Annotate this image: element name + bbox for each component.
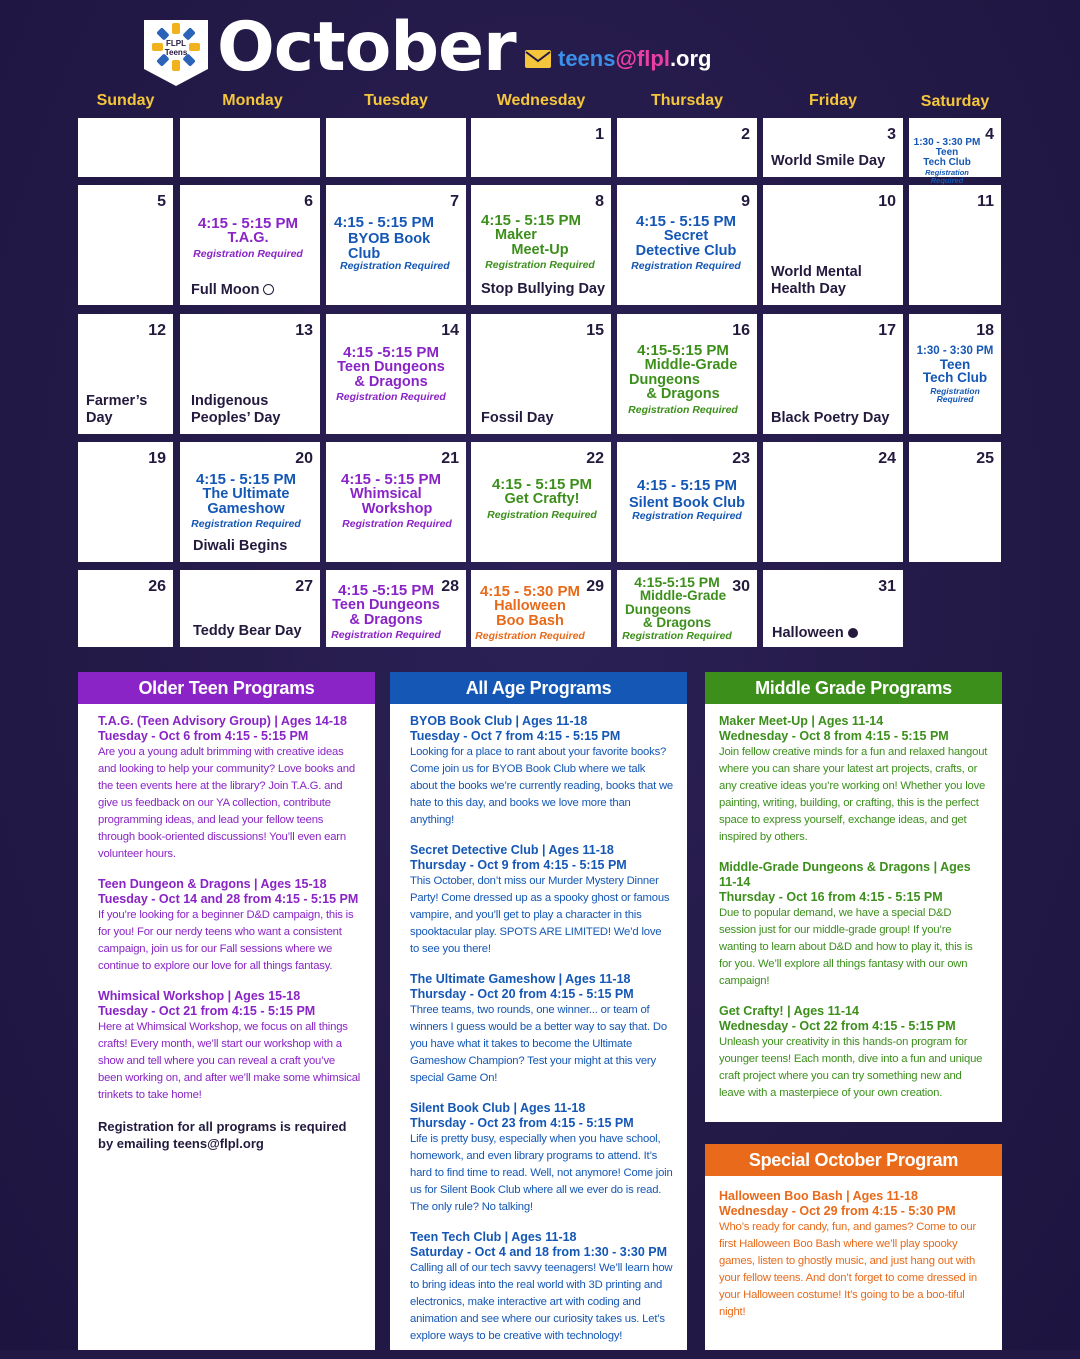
program-item: BYOB Book Club | Ages 11-18 Tuesday - Oct 7 from 4:15 - 5:15 PM Looking for a place to rant about your favorite books? Come join us for BYOB Book Club where we talk about the books we’re currently reading, books that we hate to this day, and books we love more than anything! xyxy=(410,714,673,826)
event-time: 1:30 - 3:30 PM xyxy=(916,345,994,357)
calendar-day-27[interactable] xyxy=(180,570,320,647)
calendar-day-29[interactable] xyxy=(471,570,611,647)
event-time: 4:15 -5:15 PM xyxy=(338,582,434,599)
event-byob-book-club[interactable] xyxy=(330,215,462,272)
holiday-label: Indigenous Peoples’ Day xyxy=(191,393,281,426)
holiday-label: Diwali Begins xyxy=(193,538,288,554)
month-title: October xyxy=(217,8,516,87)
holiday-label: Fossil Day xyxy=(481,410,554,426)
event-title: Workshop xyxy=(361,500,433,517)
day-number: 15 xyxy=(586,322,604,339)
day-number: 18 xyxy=(976,322,994,339)
holiday-label: Teddy Bear Day xyxy=(193,623,302,639)
holiday-label: Black Poetry Day xyxy=(771,410,890,426)
event-title: Whimsical xyxy=(350,486,422,502)
event-title: & Dragons xyxy=(354,373,428,390)
calendar-day-17[interactable] xyxy=(763,314,903,434)
day-number: 9 xyxy=(741,193,750,210)
pumpkin-icon xyxy=(848,628,858,638)
calendar-day-25[interactable] xyxy=(909,442,1001,562)
day-number: 12 xyxy=(148,322,166,339)
event-title: Teen xyxy=(939,356,971,372)
event-title: Teen xyxy=(935,147,959,158)
event-title: Teen Dungeons xyxy=(337,359,445,375)
calendar-day-16[interactable] xyxy=(617,314,757,434)
event-time: 4:15 - 5:15 PM xyxy=(636,477,738,494)
event-title: The Ultimate xyxy=(202,486,290,502)
calendar-day-31[interactable] xyxy=(763,570,903,647)
event-title: & Dragons xyxy=(349,611,423,628)
program-list xyxy=(98,714,361,1152)
calendar-day-12[interactable] xyxy=(78,314,173,434)
calendar-day-1[interactable] xyxy=(471,118,611,177)
holiday-label: Farmer’s Day xyxy=(86,393,148,426)
event-time: 1:30 - 3:30 PM xyxy=(913,137,981,148)
weekday-thursday: Thursday xyxy=(650,92,723,109)
day-number: 25 xyxy=(976,450,994,467)
calendar-day-26[interactable] xyxy=(78,570,173,647)
event-title: Detective Club xyxy=(635,242,737,259)
event-halloween-boo-bash[interactable] xyxy=(473,584,587,642)
event-title: Teen Dungeons xyxy=(332,597,440,613)
event-title: Boo Bash xyxy=(496,612,564,629)
calendar-day-10[interactable] xyxy=(763,185,903,305)
event-tag[interactable] xyxy=(184,216,312,259)
program-item: Maker Meet-Up | Ages 11-14 Wednesday - Oct 8 from 4:15 - 5:15 PM Join fellow creative minds for a fun and relaxed hangout where you can share your latest art projects, crafts, or any creative ideas you’re working on! Whether you love painting, writing, building, or crafting, this is the perfect space to express yourself, exchange ideas, and get inspired by others. xyxy=(719,714,988,843)
event-time: 4:15 - 5:15 PM xyxy=(341,471,442,488)
event-registration: Registration Required xyxy=(628,403,738,416)
event-title: T.A.G. xyxy=(227,230,269,246)
calendar-day-3[interactable] xyxy=(763,118,903,177)
email-domain: @flpl xyxy=(615,46,670,71)
moon-icon xyxy=(263,284,274,295)
event-registration: Registration Required xyxy=(340,260,450,272)
program-list xyxy=(719,714,988,1116)
day-number: 10 xyxy=(878,193,896,210)
program-item: T.A.G. (Teen Advisory Group) | Ages 14-18 Tuesday - Oct 6 from 4:15 - 5:15 PM Are you a young adult brimming with creative ideas and looking to help your community? Love books and the teen events here at the library? Join T.A.G. and give us feedback on our YA collection, contribute programming ideas, and lead your fellow teens through book-oriented discussions! You’ll even earn volunteer hours. xyxy=(98,714,355,860)
program-item: The Ultimate Gameshow | Ages 11-18 Thursday - Oct 20 from 4:15 - 5:15 PM Three teams, two rounds, one winner... or team of winners I guess would be a better way to say that. Do you have what it takes to become the Ultimate Gameshow Champion? Test your might at this very special Game On! xyxy=(410,972,667,1084)
envelope-icon xyxy=(524,48,552,70)
weekday-sunday: Sunday xyxy=(96,92,155,109)
day-number: 31 xyxy=(878,578,896,595)
day-number: 13 xyxy=(295,322,313,339)
event-get-crafty[interactable] xyxy=(475,477,609,520)
calendar-day-4[interactable] xyxy=(909,118,1001,185)
event-time: 4:15 -5:15 PM xyxy=(343,344,439,361)
holiday-label: World Mental Health Day xyxy=(771,264,862,297)
event-registration: Registration Required xyxy=(191,518,301,530)
panel-title: Older Teen Programs xyxy=(78,672,375,704)
day-number: 1 xyxy=(595,126,604,143)
day-number: 4 xyxy=(985,126,994,143)
event-teen-tech-club[interactable] xyxy=(911,346,999,404)
event-registration: Registration Required xyxy=(925,168,969,185)
event-registration: Registration Required xyxy=(475,630,585,642)
calendar-day-2[interactable] xyxy=(617,118,757,177)
calendar-day-22[interactable] xyxy=(471,442,611,562)
event-title: Dungeons xyxy=(625,601,691,617)
event-teen-dungeons-dragons[interactable] xyxy=(330,345,452,403)
day-number: 8 xyxy=(595,193,604,210)
day-number: 22 xyxy=(586,450,604,467)
event-time: 4:15 - 5:15 PM xyxy=(481,212,582,229)
program-item: Halloween Boo Bash | Ages 11-18 Wednesday - Oct 29 from 4:15 - 5:30 PM Who’s ready for candy, fun, and games? Come to our first Halloween Boo Bash where we’ll play spooky games, listen to ghostly music, and just hang out with your fellow teens. And don’t forget to come dressed in your Halloween costume! It’s going to be a boo-tiful night! xyxy=(719,1189,977,1318)
event-teen-tech-club[interactable] xyxy=(913,138,981,184)
event-time: 4:15 - 5:15 PM xyxy=(195,471,297,488)
event-registration: Registration Required xyxy=(632,509,742,522)
program-item: Middle-Grade Dungeons & Dragons | Ages 11-14 Thursday - Oct 16 from 4:15 - 5:15 PM Due to popular demand, we have a special D&D session just for our middle-grade group! If you’re wanting to learn about D&D and how to play it, this is for you. We’ll explore all things fantasy with our own campaign! xyxy=(719,860,973,987)
event-registration: Registration Required xyxy=(331,629,441,641)
event-title: Dungeons xyxy=(629,371,700,388)
program-item: Teen Dungeon & Dragons | Ages 15-18 Tuesday - Oct 14 and 28 from 4:15 - 5:15 PM If you’re looking for a beginner D&D campaign, this is for you! For our nerdy teens who want a consistent campaign, join us for our Fall sessions where we continue to explore our love for all things fantasy. xyxy=(98,877,359,972)
holiday-label: World Smile Day xyxy=(771,153,886,169)
calendar-day-13[interactable] xyxy=(180,314,320,434)
calendar-day-28[interactable] xyxy=(326,570,466,647)
weekday-monday: Monday xyxy=(222,92,283,109)
calendar-day-14[interactable] xyxy=(326,314,466,434)
logo-text-top: FLPL xyxy=(166,39,186,48)
panel-title: All Age Programs xyxy=(390,672,687,704)
special-october-program-panel xyxy=(705,1144,1002,1350)
program-list xyxy=(410,714,673,1359)
event-title: Gameshow xyxy=(207,500,285,517)
event-registration: Registration Required xyxy=(342,518,452,530)
event-title: Tech Club xyxy=(923,157,971,168)
program-item: Whimsical Workshop | Ages 15-18 Tuesday - Oct 21 from 4:15 - 5:15 PM Here at Whimsical Workshop, we focus on all things crafts! Every month, we’ll start our workshop with a show and tell where you can reveal a craft you’ve been working on, and after we’ll make some whimsical trinkets to take home! xyxy=(98,989,361,1101)
calendar-day-15[interactable] xyxy=(471,314,611,434)
event-teen-dungeons-dragons[interactable] xyxy=(330,583,442,641)
day-number: 2 xyxy=(741,126,750,143)
day-number: 7 xyxy=(450,193,459,210)
event-time: 4:15 - 5:15 PM xyxy=(197,215,299,232)
calendar-day-18[interactable] xyxy=(909,314,1001,434)
event-time: 4:15-5:15 PM xyxy=(634,574,720,590)
event-title: Silent Book Club xyxy=(629,495,745,511)
calendar-day-11[interactable] xyxy=(909,185,1001,305)
email-tld: .org xyxy=(669,46,712,71)
event-title: BYOB Book Club xyxy=(348,231,431,262)
day-number: 29 xyxy=(586,578,604,595)
program-item: Silent Book Club | Ages 11-18 Thursday - Oct 23 from 4:15 - 5:15 PM Life is pretty busy, especially when you have school, homework, and even library programs to attend. It’s hard to find time to read. Well, not anymore! Come join us for Silent Book Club where all we ever do is read. The only rule? No talking! xyxy=(410,1101,673,1213)
day-number: 14 xyxy=(441,322,459,339)
all-age-programs-panel xyxy=(390,672,687,1350)
event-title: Halloween xyxy=(494,598,566,614)
event-registration: Registration Required xyxy=(622,629,732,642)
day-number: 16 xyxy=(732,322,750,339)
event-ultimate-gameshow[interactable] xyxy=(184,472,308,530)
panel-title: Special October Program xyxy=(705,1144,1002,1176)
calendar-day-5[interactable] xyxy=(78,185,173,305)
calendar-day-21[interactable] xyxy=(326,442,466,562)
program-item: Secret Detective Club | Ages 11-18 Thursday - Oct 9 from 4:15 - 5:15 PM This October, don’t miss our Murder Mystery Dinner Party! Come dressed up as a spooky ghost or famous vampire, and you’ll get to play a character in this spooktacular play. SPOTS ARE LIMITED! We’d love to see you there! xyxy=(410,843,670,955)
calendar-day-23[interactable] xyxy=(617,442,757,562)
event-time: 4:15 - 5:30 PM xyxy=(479,583,581,600)
day-number: 28 xyxy=(441,578,459,595)
weekday-saturday: Saturday xyxy=(920,93,990,110)
day-number: 26 xyxy=(148,578,166,595)
calendar-day-6[interactable] xyxy=(180,185,320,305)
calendar-blank xyxy=(78,118,173,177)
event-middle-grade-dungeons-dragons[interactable] xyxy=(621,343,745,415)
event-time: 4:15 - 5:15 PM xyxy=(635,213,737,230)
calendar-day-20[interactable] xyxy=(180,442,320,562)
event-title: & Dragons xyxy=(642,615,712,630)
middle-grade-programs-panel xyxy=(705,672,1002,1122)
event-registration: Registration Required xyxy=(336,391,446,403)
event-title: Middle-Grade xyxy=(644,357,738,373)
event-whimsical-workshop[interactable] xyxy=(330,472,464,530)
day-number: 3 xyxy=(887,126,896,143)
event-middle-grade-dungeons-dragons[interactable] xyxy=(619,575,735,641)
calendar-day-9[interactable] xyxy=(617,185,757,305)
program-item: Teen Tech Club | Ages 11-18 Saturday - Oct 4 and 18 from 1:30 - 3:30 PM Calling all of our tech savvy teenagers! We’ll learn how to bring ideas into the real world with 3D printing and electronics, make interactive art with coding and animation and see where our curiosity takes us. Let’s explore ways to be creative with technology! xyxy=(410,1230,673,1342)
day-number: 17 xyxy=(878,322,896,339)
weekday-tuesday: Tuesday xyxy=(364,92,428,109)
older-teen-programs-panel xyxy=(78,672,375,1350)
event-title: Secret xyxy=(663,228,709,244)
holiday-label: Stop Bullying Day xyxy=(481,281,606,297)
event-time: 4:15-5:15 PM xyxy=(637,342,729,359)
event-registration: Registration Required xyxy=(631,260,741,272)
logo-text-bottom: Teens xyxy=(164,48,188,57)
weekday-wednesday: Wednesday xyxy=(496,92,586,109)
day-number: 27 xyxy=(295,578,313,595)
registration-note: Registration for all programs is required by emailing teens@flpl.org xyxy=(98,1119,347,1151)
day-number: 11 xyxy=(977,193,994,210)
calendar-day-30[interactable] xyxy=(617,570,757,647)
day-number: 20 xyxy=(295,450,313,467)
event-title: & Dragons xyxy=(646,386,720,402)
event-time: 4:15 - 5:15 PM xyxy=(491,476,593,493)
day-number: 23 xyxy=(732,450,750,467)
event-time: 4:15 - 5:15 PM xyxy=(334,214,435,231)
event-title: Meet-Up xyxy=(511,241,569,258)
event-title: Tech Club xyxy=(922,370,988,385)
weekday-friday: Friday xyxy=(808,92,857,109)
day-number: 5 xyxy=(157,193,166,210)
event-registration: Registration Required xyxy=(487,508,597,521)
calendar-blank xyxy=(326,118,466,177)
day-number: 6 xyxy=(304,193,313,210)
email-user: teens xyxy=(558,46,616,71)
calendar-day-19[interactable] xyxy=(78,442,173,562)
event-title: Get Crafty! xyxy=(504,491,580,507)
header xyxy=(0,0,1080,92)
flpl-teens-logo xyxy=(141,17,211,87)
holiday-label: Halloween xyxy=(772,625,858,642)
event-secret-detective-club[interactable] xyxy=(621,214,751,272)
day-number: 19 xyxy=(148,450,166,467)
event-title: Maker xyxy=(495,227,537,243)
calendar-day-7[interactable] xyxy=(326,185,466,305)
event-registration: Registration Required xyxy=(485,259,595,271)
holiday-label: Full Moon xyxy=(191,282,274,299)
program-list xyxy=(719,1189,988,1335)
calendar-blank xyxy=(180,118,320,177)
day-number: 24 xyxy=(878,450,896,467)
calendar-day-24[interactable] xyxy=(763,442,903,562)
day-number: 30 xyxy=(732,578,750,595)
event-registration: Registration Required xyxy=(930,385,980,404)
day-number: 21 xyxy=(441,450,459,467)
panel-title: Middle Grade Programs xyxy=(705,672,1002,704)
calendar-day-8[interactable] xyxy=(471,185,611,305)
program-item: Get Crafty! | Ages 11-14 Wednesday - Oct 22 from 4:15 - 5:15 PM Unleash your creativity in this hands-on program for younger teens! Each month, dive into a fun and unique craft project where you can try something new and leave with a masterpiece of your own creation. xyxy=(719,1004,983,1099)
event-registration: Registration Required xyxy=(193,247,303,260)
contact-email[interactable] xyxy=(524,44,712,74)
event-title: Middle-Grade xyxy=(639,588,727,603)
event-maker-meet-up[interactable] xyxy=(475,213,605,271)
event-silent-book-club[interactable] xyxy=(621,478,753,521)
